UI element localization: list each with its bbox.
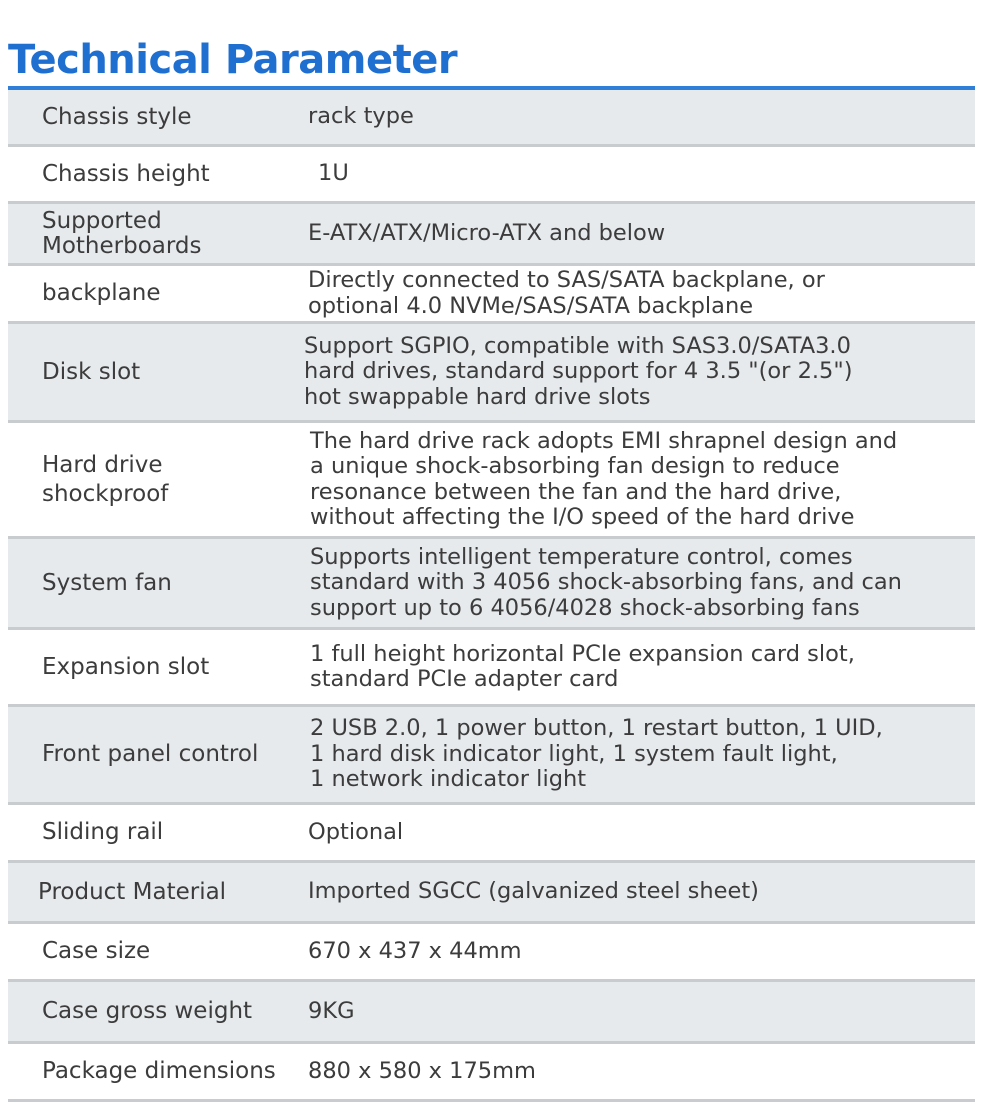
row-label: Product Material xyxy=(38,878,227,905)
row-label: Disk slot xyxy=(42,358,141,385)
table-row xyxy=(8,204,975,266)
table-row xyxy=(8,707,975,805)
parameter-table xyxy=(8,90,975,1102)
row-value: The hard drive rack adopts EMI shrapnel design and a unique shock-absorbing fan design to reduce resonance between the fan and the hard drive, without affecting the I/O speed of the hard drive xyxy=(310,427,898,530)
row-value: 9KG xyxy=(308,997,355,1024)
row-value: rack type xyxy=(308,103,414,130)
table-row xyxy=(8,539,975,630)
row-label: Expansion slot xyxy=(42,653,210,680)
row-label: Case size xyxy=(42,938,151,964)
row-label: backplane xyxy=(42,280,161,306)
table-row xyxy=(8,1044,975,1102)
row-value: Supports intelligent temperature control, comes standard with 3 4056 shock-absorbing fans, and can support up to 6 4056/4028 shock-absorbing fans xyxy=(310,543,902,621)
row-label: Case gross weight xyxy=(42,998,253,1024)
table-row xyxy=(8,924,975,982)
row-label: Sliding rail xyxy=(42,819,164,845)
row-value: 880 x 580 x 175mm xyxy=(308,1057,536,1084)
row-value: 1 full height horizontal PCIe expansion card slot, standard PCIe adapter card xyxy=(310,640,855,692)
row-label: Package dimensions xyxy=(42,1058,276,1084)
row-label: Front panel control xyxy=(42,741,259,767)
table-row xyxy=(8,863,975,924)
row-label: Supported Motherboards xyxy=(42,207,202,259)
row-value: 670 x 437 x 44mm xyxy=(308,937,522,964)
row-value: Optional xyxy=(308,818,404,845)
table-row xyxy=(8,805,975,863)
table-row xyxy=(8,147,975,204)
table-row xyxy=(8,423,975,539)
row-label: Hard drive shockproof xyxy=(42,451,169,507)
row-label: Chassis style xyxy=(42,103,192,130)
row-label: Chassis height xyxy=(42,160,210,187)
row-value: Support SGPIO, compatible with SAS3.0/SATA3.0 hard drives, standard support for 4 3.5 "(or 2.5") hot swappable hard drive slots xyxy=(304,332,853,410)
row-label: System fan xyxy=(42,569,172,596)
table-row xyxy=(8,90,975,147)
page-title: Technical Parameter xyxy=(8,37,458,83)
row-value: Directly connected to SAS/SATA backplane, or optional 4.0 NVMe/SAS/SATA backplane xyxy=(308,267,825,319)
row-value: 1U xyxy=(318,160,349,187)
table-row xyxy=(8,982,975,1044)
row-value: E-ATX/ATX/Micro-ATX and below xyxy=(308,219,666,246)
table-row xyxy=(8,630,975,707)
row-value: 2 USB 2.0, 1 power button, 1 restart button, 1 UID, 1 hard disk indicator light, 1 system fault light, 1 network indicator light xyxy=(310,715,883,793)
row-value: Imported SGCC (galvanized steel sheet) xyxy=(308,878,759,905)
table-row xyxy=(8,266,975,324)
table-row xyxy=(8,324,975,423)
